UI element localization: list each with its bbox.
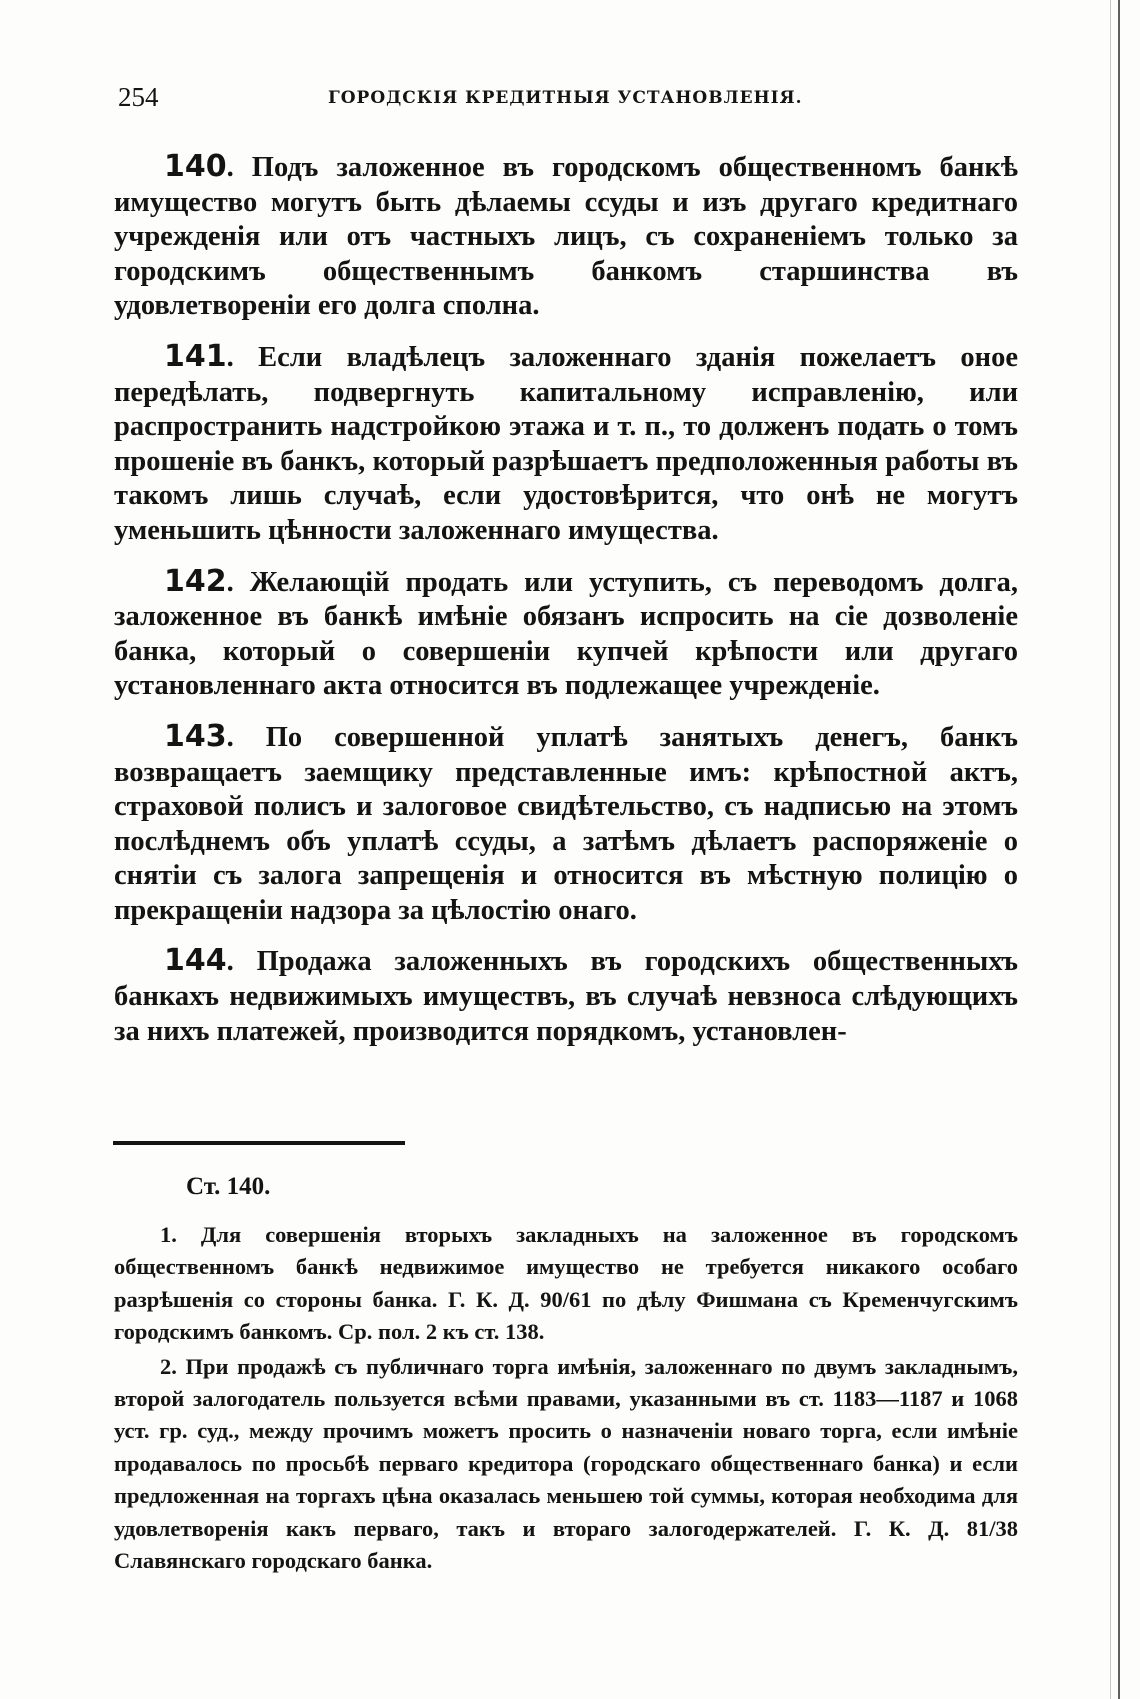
running-head: ГОРОДСКІЯ КРЕДИТНЫЯ УСТАНОВЛЕНІЯ. — [328, 88, 803, 108]
article-144: 144. Продажа заложенныхъ въ городскихъ общественныхъ банкахъ недвижимыхъ имуществъ, въ случаѣ невзноса слѣдующихъ за нихъ платежей, производится порядкомъ, установлен- — [114, 943, 1018, 1047]
article-140: 140. Подъ заложенное въ городскомъ общественномъ банкѣ имущество могутъ быть дѣлаемы ссуды и изъ другаго кредитнаго учрежденія или отъ частныхъ лицъ, съ сохраненіемъ только за городскимъ общественнымъ банкомъ старшинства въ удовлетвореніи его долга сполна. — [114, 149, 1018, 322]
article-text: Если владѣлецъ заложеннаго зданія пожелаетъ оное передѣлать, подвергнуть капитальному исправленію, или распространить надстройкою этажа и т. п., то долженъ подать о томъ прошеніе въ банкъ, который разрѣшаетъ предположенныя работы въ такомъ лишь случаѣ, если удостовѣрится, что онѣ не могутъ уменьшить цѣнности заложеннаго имущества. — [114, 341, 1019, 546]
article-text: Желающій продать или уступить, съ переводомъ долга, заложенное въ банкѣ имѣніе обязанъ испросить на сіе дозволеніе банка, который о совершеніи купчей крѣпости или другаго установленнаго акта относится въ подлежащее учрежденіе. — [114, 566, 1018, 702]
scan-edge-shadow — [1110, 0, 1111, 1699]
article-text: Подъ заложенное въ городскомъ общественномъ банкѣ имущество могутъ быть дѣлаемы ссуды и изъ другаго кредитнаго учрежденія или отъ частныхъ лицъ, съ сохраненіемъ только за городскимъ общественнымъ банкомъ старшинства въ удовлетвореніи его долга сполна. — [114, 152, 1018, 322]
scan-edge-line — [1118, 0, 1120, 1699]
article-text: Продажа заложенныхъ въ городскихъ общественныхъ банкахъ недвижимыхъ имуществъ, въ случаѣ невзноса слѣдующихъ за нихъ платежей, производится порядкомъ, установлен- — [114, 946, 1018, 1047]
footnotes — [114, 1173, 1018, 1579]
article-number: 143 — [164, 718, 227, 754]
article-141: 141. Если владѣлецъ заложеннаго зданія пожелаетъ оное передѣлать, подвергнуть капитальному исправленію, или распространить надстройкою этажа и т. п., то долженъ подать о томъ прошеніе въ банкъ, который разрѣшаетъ предположенныя работы въ такомъ лишь случаѣ, если удостовѣрится, что онѣ не могутъ уменьшить цѣнности заложеннаго имущества. — [114, 338, 1019, 546]
page-header — [118, 82, 1018, 122]
footnote-2: 2. При продажѣ съ публичнаго торга имѣнія, заложеннаго по двумъ закладнымъ, второй залогодатель пользуется всѣми правами, указанными въ ст. 1183—1187 и 1068 уст. гр. суд., между прочимъ можетъ просить о назначеніи новаго торга, если имѣніе продавалось по просьбѣ перваго кредитора (городскаго общественнаго банка) и если предложенная на торгахъ цѣна оказалась меньшею той суммы, которая необходима для удовлетворенія какъ перваго, такъ и втораго залогодержателей. Г. К. Д. 81/38 Славянскаго городскаго банка. — [114, 1353, 1018, 1574]
article-number: 140 — [164, 149, 227, 184]
article-number: 142 — [164, 563, 227, 599]
article-number: 141 — [164, 338, 227, 374]
article-number: 144 — [164, 943, 227, 979]
footnote-1: 1. Для совершенія вторыхъ закладныхъ на заложенное въ городскомъ общественномъ банкѣ недвижимое имущество не требуется никакого особаго разрѣшенія со стороны банка. Г. К. Д. 90/61 по дѣлу Фишмана съ Кременчугскимъ городскимъ банкомъ. Ср. пол. 2 къ ст. 138. — [114, 1222, 1018, 1345]
main-text — [114, 150, 1018, 1065]
footnote-divider — [113, 1141, 405, 1145]
article-text: По совершенной уплатѣ занятыхъ денегъ, банкъ возвращаетъ заемщику представленные имъ: крѣпостной актъ, страховой полисъ и залоговое свидѣтельство, съ надписью на этомъ послѣднемъ объ уплатѣ ссуды, а затѣмъ дѣлаетъ распоряженіе о снятіи съ залога запрещенія и относится въ мѣстную полицію о прекращеніи надзора за цѣлостію онаго. — [114, 721, 1018, 926]
article-142: 142. Желающій продать или уступить, съ переводомъ долга, заложенное въ банкѣ имѣніе обязанъ испросить на сіе дозволеніе банка, который о совершеніи купчей крѣпости или другаго установленнаго акта относится въ подлежащее учрежденіе. — [114, 563, 1018, 702]
footnotes-title: Ст. 140. — [186, 1173, 271, 1200]
article-143: 143. По совершенной уплатѣ занятыхъ денегъ, банкъ возвращаетъ заемщику представленные имъ: крѣпостной актъ, страховой полисъ и залоговое свидѣтельство, съ надписью на этомъ послѣднемъ объ уплатѣ ссуды, а затѣмъ дѣлаетъ распоряженіе о снятіи съ залога запрещенія и относится въ мѣстную полицію о прекращеніи надзора за цѣлостію онаго. — [114, 718, 1018, 926]
page-number: 254 — [118, 82, 159, 112]
